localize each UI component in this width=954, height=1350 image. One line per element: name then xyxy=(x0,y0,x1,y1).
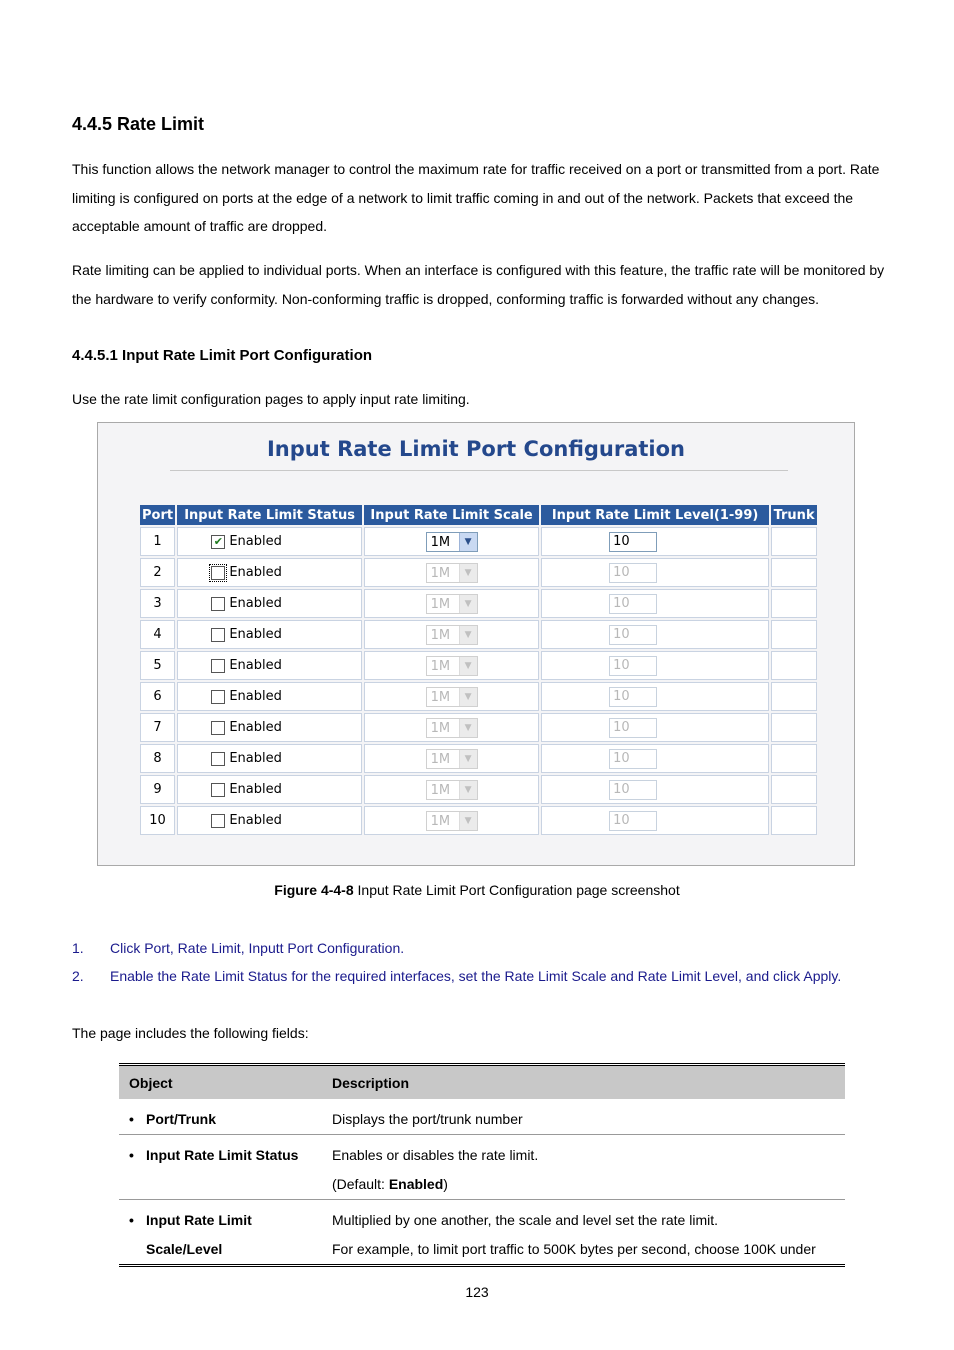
scale-cell xyxy=(364,651,539,680)
step-number: 2. xyxy=(72,968,84,984)
scale-cell xyxy=(364,775,539,804)
intro-paragraph-2: Rate limiting can be applied to individual ports. When an interface is configured with this feature, the traffic rate will be monitored by the hardware to verify conformity. Non-conforming traffic is dropped, conforming traffic is forwarded without any changes. xyxy=(72,262,885,307)
scale-value: 1M xyxy=(430,751,451,767)
status-cell xyxy=(177,744,362,773)
level-cell xyxy=(541,682,769,711)
chevron-down-icon: ▼ xyxy=(459,719,477,737)
checkbox-icon[interactable] xyxy=(211,566,225,580)
step-number: 1. xyxy=(72,940,84,956)
trunk-cell xyxy=(771,806,817,835)
level-input[interactable]: 10 xyxy=(609,532,657,552)
field-description-line xyxy=(332,1170,835,1199)
col-level: Input Rate Limit Level(1-99) xyxy=(541,505,769,525)
checkbox-icon[interactable] xyxy=(211,783,225,797)
step-text: Click Port, Rate Limit, Inputt Port Configuration. xyxy=(110,940,405,956)
field-object-label-cont: Scale/Level xyxy=(146,1241,223,1257)
status-cell xyxy=(177,775,362,804)
scale-select[interactable] xyxy=(426,718,478,738)
fields-header-object: Object xyxy=(119,1065,322,1100)
scale-value: 1M xyxy=(430,782,451,798)
field-object-label: Input Rate Limit xyxy=(146,1212,252,1228)
level-input[interactable]: 10 xyxy=(609,780,657,800)
scale-cell xyxy=(364,589,539,618)
field-object-label: Input Rate Limit Status xyxy=(146,1147,299,1163)
table-row xyxy=(119,1200,845,1266)
table-row xyxy=(119,1099,845,1135)
fields-intro: The page includes the following fields: xyxy=(72,1025,309,1041)
status-cell xyxy=(177,589,362,618)
level-cell xyxy=(541,527,769,556)
field-object xyxy=(119,1135,322,1200)
level-cell xyxy=(541,589,769,618)
subsection-intro: Use the rate limit configuration pages to apply input rate limiting. xyxy=(72,391,470,407)
port-cell: 6 xyxy=(140,682,175,711)
enabled-label: Enabled xyxy=(229,565,282,580)
scale-cell xyxy=(364,713,539,742)
checkbox-icon[interactable] xyxy=(211,814,225,828)
field-description-line: For example, to limit port traffic to 500K bytes per second, choose 100K under xyxy=(332,1241,816,1257)
chevron-down-icon: ▼ xyxy=(459,595,477,613)
level-cell xyxy=(541,806,769,835)
level-cell xyxy=(541,775,769,804)
col-status: Input Rate Limit Status xyxy=(177,505,362,525)
scale-select[interactable] xyxy=(426,811,478,831)
trunk-cell xyxy=(771,682,817,711)
trunk-cell xyxy=(771,589,817,618)
status-cell xyxy=(177,713,362,742)
status-cell xyxy=(177,651,362,680)
port-cell: 9 xyxy=(140,775,175,804)
step-item xyxy=(72,938,841,966)
scale-value: 1M xyxy=(430,534,451,550)
scale-select[interactable] xyxy=(426,687,478,707)
rate-limit-table xyxy=(138,503,819,837)
level-input[interactable]: 10 xyxy=(609,687,657,707)
port-cell: 1 xyxy=(140,527,175,556)
level-cell xyxy=(541,620,769,649)
col-scale: Input Rate Limit Scale xyxy=(364,505,539,525)
trunk-cell xyxy=(771,620,817,649)
table-row xyxy=(140,775,817,804)
level-input[interactable]: 10 xyxy=(609,625,657,645)
figure-label: Figure 4-4-8 xyxy=(274,882,354,898)
port-cell: 10 xyxy=(140,806,175,835)
scale-value: 1M xyxy=(430,720,451,736)
bullet-icon: • xyxy=(129,1111,134,1127)
title-divider xyxy=(170,470,788,471)
field-description xyxy=(322,1135,845,1200)
status-cell xyxy=(177,682,362,711)
scale-select[interactable] xyxy=(426,594,478,614)
checkbox-icon[interactable] xyxy=(211,752,225,766)
figure-text: Input Rate Limit Port Configuration page screenshot xyxy=(353,882,680,898)
field-object xyxy=(119,1200,322,1266)
enabled-label: Enabled xyxy=(229,534,282,549)
enabled-label: Enabled xyxy=(229,596,282,611)
table-row xyxy=(140,713,817,742)
screenshot-title: Input Rate Limit Port Configuration xyxy=(266,437,686,461)
checkbox-icon[interactable] xyxy=(211,690,225,704)
scale-value: 1M xyxy=(430,565,451,581)
fields-table xyxy=(119,1063,845,1267)
scale-select[interactable] xyxy=(426,656,478,676)
table-row xyxy=(119,1135,845,1200)
bullet-icon: • xyxy=(129,1147,134,1163)
checkbox-icon[interactable] xyxy=(211,628,225,642)
scale-value: 1M xyxy=(430,813,451,829)
scale-select[interactable] xyxy=(426,749,478,769)
level-input[interactable]: 10 xyxy=(609,811,657,831)
enabled-label: Enabled xyxy=(229,658,282,673)
level-input[interactable]: 10 xyxy=(609,718,657,738)
field-description xyxy=(322,1099,845,1135)
level-cell xyxy=(541,558,769,587)
table-row xyxy=(140,558,817,587)
level-cell xyxy=(541,713,769,742)
step-item xyxy=(72,966,841,994)
field-object-label: Port/Trunk xyxy=(146,1111,217,1127)
level-cell xyxy=(541,651,769,680)
enabled-label: Enabled xyxy=(229,782,282,797)
scale-cell xyxy=(364,744,539,773)
level-input[interactable]: 10 xyxy=(609,563,657,583)
table-row xyxy=(140,620,817,649)
checkbox-icon[interactable] xyxy=(211,659,225,673)
status-cell xyxy=(177,527,362,556)
level-input[interactable]: 10 xyxy=(609,656,657,676)
scale-select[interactable] xyxy=(426,625,478,645)
trunk-cell xyxy=(771,558,817,587)
chevron-down-icon: ▼ xyxy=(459,781,477,799)
figure-caption xyxy=(0,882,954,898)
step-text: Enable the Rate Limit Status for the required interfaces, set the Rate Limit Scale and Rate Limit Level, and click Apply. xyxy=(110,968,842,984)
scale-cell xyxy=(364,558,539,587)
status-cell xyxy=(177,806,362,835)
scale-cell xyxy=(364,806,539,835)
chevron-down-icon: ▼ xyxy=(459,812,477,830)
default-suffix: ) xyxy=(443,1176,448,1192)
trunk-cell xyxy=(771,527,817,556)
col-trunk: Trunk xyxy=(771,505,817,525)
default-prefix: (Default: xyxy=(332,1176,389,1192)
enabled-label: Enabled xyxy=(229,720,282,735)
table-row xyxy=(140,589,817,618)
fields-header-description: Description xyxy=(322,1065,845,1100)
section-heading: 4.4.5 Rate Limit xyxy=(72,114,205,134)
page-number: 123 xyxy=(465,1284,489,1300)
chevron-down-icon: ▼ xyxy=(459,564,477,582)
subsection-heading: 4.4.5.1 Input Rate Limit Port Configuration xyxy=(72,347,373,364)
col-port: Port xyxy=(140,505,175,525)
enabled-label: Enabled xyxy=(229,627,282,642)
port-cell: 7 xyxy=(140,713,175,742)
bullet-icon: • xyxy=(129,1212,134,1228)
scale-select[interactable] xyxy=(426,563,478,583)
status-cell xyxy=(177,620,362,649)
steps-list xyxy=(72,938,841,994)
status-cell xyxy=(177,558,362,587)
enabled-label: Enabled xyxy=(229,813,282,828)
trunk-cell xyxy=(771,651,817,680)
table-row xyxy=(140,651,817,680)
scale-value: 1M xyxy=(430,658,451,674)
table-row xyxy=(140,682,817,711)
checkbox-icon[interactable] xyxy=(211,721,225,735)
field-description xyxy=(322,1200,845,1266)
checkbox-icon[interactable] xyxy=(211,597,225,611)
scale-value: 1M xyxy=(430,689,451,705)
port-cell: 5 xyxy=(140,651,175,680)
port-cell: 2 xyxy=(140,558,175,587)
default-value: Enabled xyxy=(388,1176,444,1192)
chevron-down-icon: ▼ xyxy=(459,533,477,551)
port-cell: 8 xyxy=(140,744,175,773)
level-input[interactable]: 10 xyxy=(609,594,657,614)
scale-select[interactable] xyxy=(426,780,478,800)
field-description-line: Enables or disables the rate limit. xyxy=(332,1147,539,1163)
table-row xyxy=(140,806,817,835)
enabled-label: Enabled xyxy=(229,751,282,766)
chevron-down-icon: ▼ xyxy=(459,657,477,675)
scale-value: 1M xyxy=(430,627,451,643)
table-row xyxy=(140,527,817,556)
scale-cell xyxy=(364,620,539,649)
scale-cell xyxy=(364,527,539,556)
chevron-down-icon: ▼ xyxy=(459,688,477,706)
scale-select[interactable] xyxy=(426,532,478,552)
level-cell xyxy=(541,744,769,773)
config-screenshot xyxy=(97,422,855,866)
port-cell: 3 xyxy=(140,589,175,618)
scale-value: 1M xyxy=(430,596,451,612)
field-object xyxy=(119,1099,322,1135)
enabled-label: Enabled xyxy=(229,689,282,704)
trunk-cell xyxy=(771,775,817,804)
checkbox-checked-icon[interactable]: ✔ xyxy=(211,535,225,549)
trunk-cell xyxy=(771,744,817,773)
trunk-cell xyxy=(771,713,817,742)
port-cell: 4 xyxy=(140,620,175,649)
field-description-line: Multiplied by one another, the scale and level set the rate limit. xyxy=(332,1212,718,1228)
chevron-down-icon: ▼ xyxy=(459,750,477,768)
field-description-line: Displays the port/trunk number xyxy=(332,1111,523,1127)
scale-cell xyxy=(364,682,539,711)
table-row xyxy=(140,744,817,773)
level-input[interactable]: 10 xyxy=(609,749,657,769)
intro-paragraph-1: This function allows the network manager to control the maximum rate for traffic received on a port or transmitted from a port. Rate limiting is configured on ports at the edge of a network to limit traffic coming in and out of the network. Packets that exceed the acceptable amount of traffic are dropped. xyxy=(72,161,880,234)
chevron-down-icon: ▼ xyxy=(459,626,477,644)
